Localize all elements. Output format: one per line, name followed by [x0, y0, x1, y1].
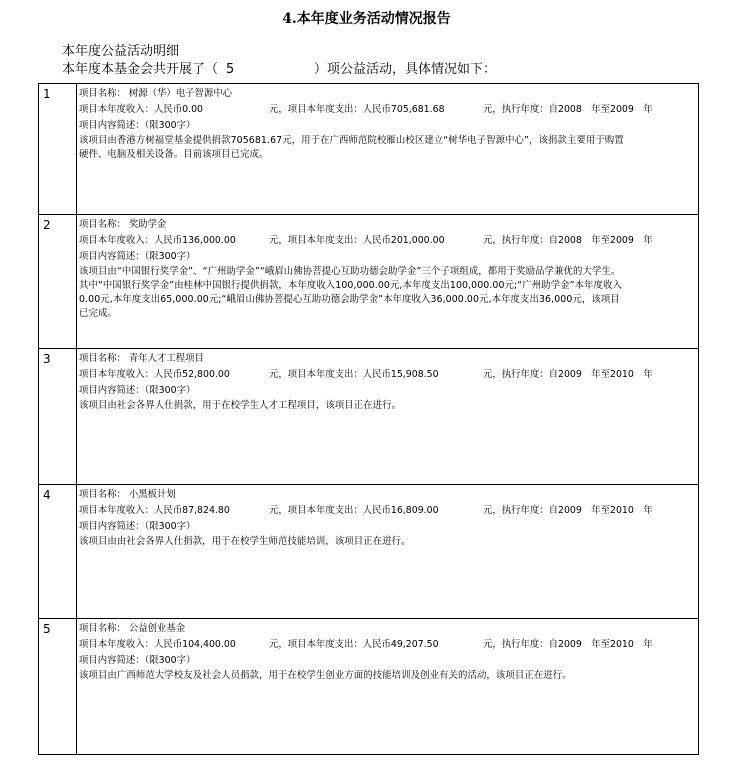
project-details	[77, 215, 699, 349]
project-expense: 元，项目本年度支出：人民币16,809.00	[269, 505, 439, 516]
project-expense: 元，项目本年度支出：人民币15,908.50	[269, 369, 439, 380]
project-description: 该项目由广西师范大学校友及社会人员捐款，用于在校学生创业方面的技能培训及创业有关的活动，该项目正在进行。	[79, 670, 572, 681]
project-name-label: 项目名称：	[79, 623, 126, 634]
project-period: 元，执行年度：自2009 年至2010 年	[483, 505, 653, 516]
project-index: 4	[39, 485, 77, 619]
project-name-line	[79, 487, 695, 503]
project-row	[39, 215, 699, 349]
project-income: 项目本年度收入：人民币52,800.00	[79, 369, 230, 380]
project-row	[39, 619, 699, 755]
project-name-line	[79, 351, 695, 367]
project-finance-line	[79, 637, 695, 653]
project-name-label: 项目名称：	[79, 489, 126, 500]
intro-heading: 本年度公益活动明细	[62, 44, 180, 59]
project-expense: 元，项目本年度支出：人民币49,207.50	[269, 639, 439, 650]
project-details	[77, 349, 699, 485]
project-details	[77, 619, 699, 755]
project-income: 项目本年度收入：人民币104,400.00	[79, 639, 236, 650]
project-name: 奖助学金	[128, 219, 167, 230]
project-name-line	[79, 86, 695, 102]
project-name: 青年人才工程项目	[128, 353, 204, 364]
project-description: 该项目由由社会各界人仕捐款，用于在校学生师范技能培训，该项目正在进行。	[79, 536, 411, 547]
project-index: 1	[39, 84, 77, 215]
project-summary-label: 项目内容简述：（限300字）	[79, 120, 196, 131]
project-description: 该项目由社会各界人仕捐款，用于在校学生人才工程项目，该项目正在进行。	[79, 400, 402, 411]
project-name: 小黑板计划	[128, 489, 176, 500]
project-income: 项目本年度收入：人民币136,000.00	[79, 235, 236, 246]
project-name: 树源（华）电子智源中心	[128, 88, 233, 99]
project-period: 元，执行年度：自2008 年至2009 年	[483, 104, 653, 115]
project-income: 项目本年度收入：人民币87,824.80	[79, 505, 230, 516]
project-income: 项目本年度收入：人民币0.00	[79, 104, 204, 115]
project-description: 该项目由香港方树福堂基金提供捐款705681.67元，用于在广西师范院校雁山校区建立“树华电子智源中心”，该捐款主要用于购置硬件、电脑及相关设备。目前该项目已完成。	[79, 135, 624, 160]
project-expense: 元，项目本年度支出：人民币705,681.68	[269, 104, 445, 115]
project-row	[39, 84, 699, 215]
project-details	[77, 485, 699, 619]
report-title: 4.本年度业务活动情况报告	[282, 11, 451, 27]
project-expense: 元，项目本年度支出：人民币201,000.00	[269, 235, 445, 246]
project-finance-line	[79, 503, 695, 519]
project-row	[39, 349, 699, 485]
project-period: 元，执行年度：自2008 年至2009 年	[483, 235, 653, 246]
project-description: 该项目由“中国银行奖学金”、“广州助学金”“峨眉山佛协菩提心互助功德会助学金”三个子项组成，都用于奖励品学兼优的大学生。其中“中国银行奖学金”由桂林中国银行提供捐款，本年度收入100,000.00元,本年度支出100,000.00元;“广州助学金”本年度收入0.00元,本年度支出65,000.00元;“峨眉山佛协菩提心互助功德会助学金”本年度收入36,000.00元,本年度支出36,000元，该项目已完成。	[79, 266, 622, 319]
activity-table	[38, 83, 699, 755]
project-summary-label: 项目内容简述：（限300字）	[79, 655, 196, 666]
intro-prefix: 本年度本基金会共开展了（	[62, 62, 219, 77]
intro-suffix: ）项公益活动，具体情况如下：	[314, 62, 497, 77]
project-finance-line	[79, 233, 695, 249]
project-summary-label: 项目内容简述：（限300字）	[79, 251, 196, 262]
project-index: 2	[39, 215, 77, 349]
project-finance-line	[79, 102, 695, 118]
project-index: 3	[39, 349, 77, 485]
project-name-label: 项目名称：	[79, 219, 126, 230]
project-name-line	[79, 217, 695, 233]
project-period: 元，执行年度：自2009 年至2010 年	[483, 639, 653, 650]
project-summary-label: 项目内容简述：（限300字）	[79, 385, 196, 396]
project-name-line	[79, 621, 695, 637]
project-name: 公益创业基金	[128, 623, 186, 634]
intro-count-line	[62, 58, 496, 77]
project-row	[39, 485, 699, 619]
project-details	[77, 84, 699, 215]
project-period: 元，执行年度：自2009 年至2010 年	[483, 369, 653, 380]
project-name-label: 项目名称：	[79, 88, 126, 99]
project-name-label: 项目名称：	[79, 353, 126, 364]
activity-count: 5	[226, 62, 235, 77]
project-summary-label: 项目内容简述：（限300字）	[79, 521, 196, 532]
project-finance-line	[79, 367, 695, 383]
project-index: 5	[39, 619, 77, 755]
